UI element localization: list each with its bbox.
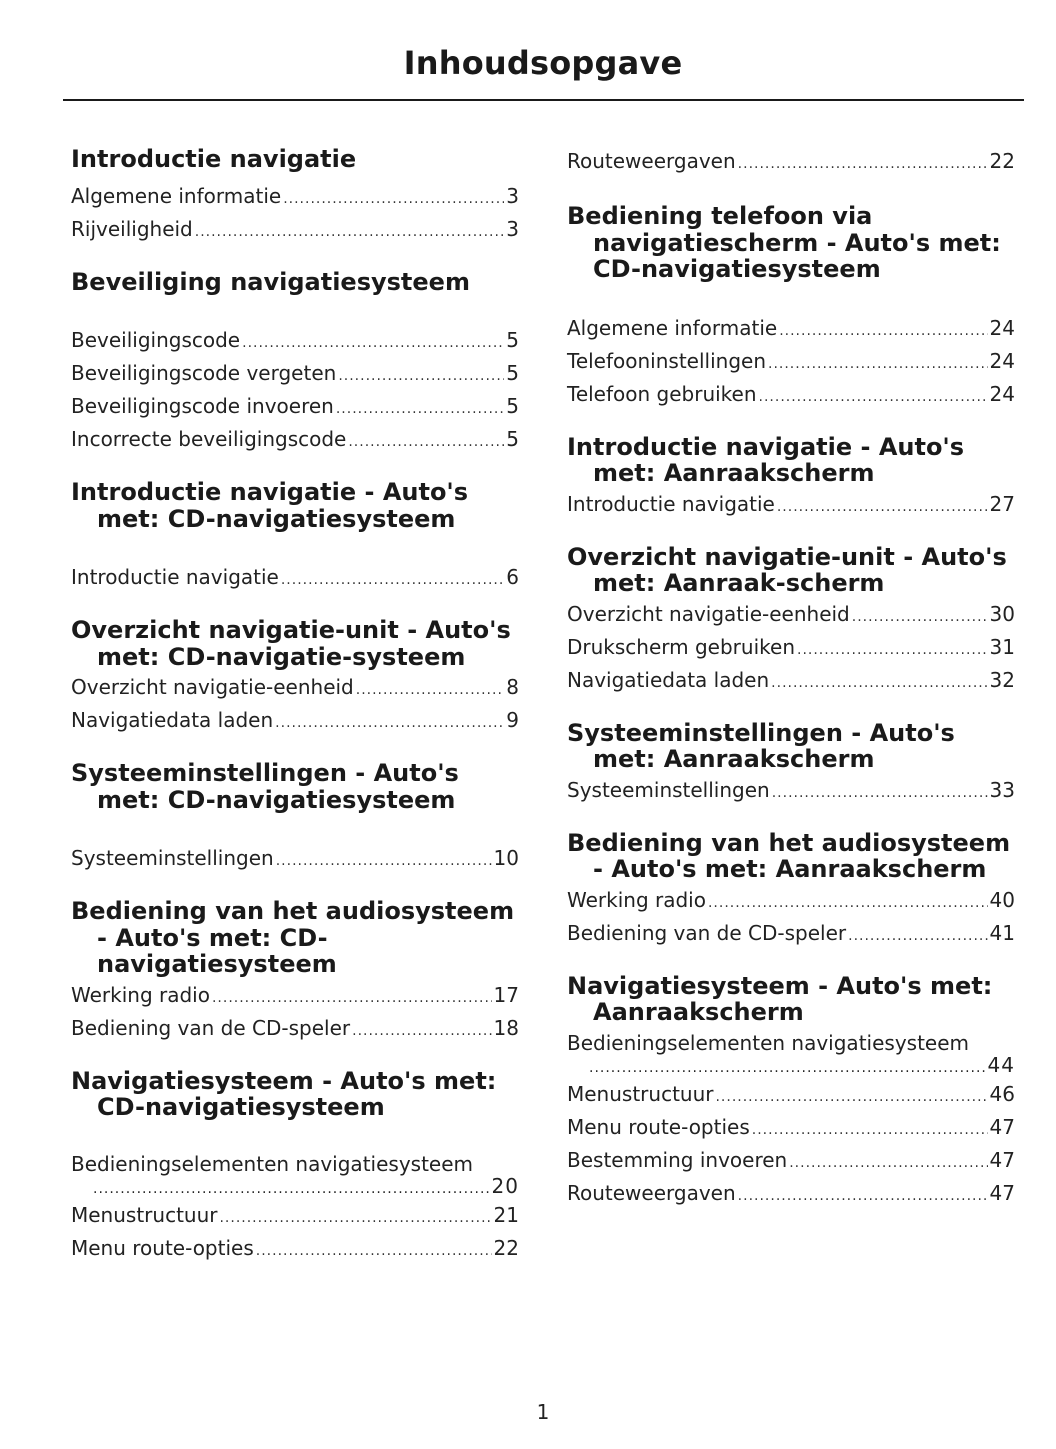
section-title: Navigatiesysteem - Auto's met: Aanraakscherm (567, 971, 993, 1026)
entry-label: Incorrecte beveiligingscode (71, 427, 347, 451)
entry-page: 20 (491, 1173, 519, 1198)
entry-page: 3 (506, 216, 519, 241)
dot-leader (219, 1203, 491, 1233)
entry-page: 47 (989, 1180, 1015, 1205)
entry-label: Beveiligingscode vergeten (71, 361, 337, 385)
entry-label: Introductie navigatie (567, 491, 775, 516)
entry-page: 22 (989, 149, 1015, 173)
dot-leader (336, 394, 504, 424)
toc-entry[interactable] (567, 918, 1015, 951)
entry-label: Rijveiligheid (71, 216, 193, 241)
toc-entry[interactable] (71, 980, 519, 1013)
toc-entry[interactable] (567, 379, 1015, 412)
section-title: Overzicht navigatie-unit - Auto's met: Aanraak-scherm (567, 542, 1007, 597)
dot-leader (852, 602, 988, 632)
dot-leader (759, 382, 988, 412)
dot-leader (212, 983, 492, 1013)
dot-leader (338, 361, 504, 391)
toc-entry[interactable] (567, 1178, 1015, 1211)
entry-page: 44 (987, 1052, 1015, 1077)
entry-page: 33 (989, 777, 1015, 802)
dot-leader (589, 1057, 986, 1079)
dot-leader (768, 349, 988, 379)
entry-label: Bediening van de CD-speler (567, 920, 847, 945)
entry-label: Bediening van de CD-speler (71, 1015, 351, 1040)
entry-label: Algemene informatie (71, 183, 282, 208)
entry-label: Routeweergaven (567, 1180, 736, 1205)
toc-entry[interactable] (567, 1112, 1015, 1145)
toc-entry[interactable] (71, 424, 519, 457)
dot-leader (752, 1115, 988, 1145)
section-title: Introductie navigatie - Auto's met: Aanraakscherm (567, 432, 965, 487)
entry-label: Werking radio (567, 887, 706, 912)
dot-leader (283, 184, 504, 214)
dot-leader (738, 149, 988, 179)
toc-entry[interactable] (567, 489, 1015, 522)
toc-entry[interactable] (71, 214, 519, 247)
entry-label: Menu route-opties (71, 1235, 254, 1260)
entry-label: Beveiligingscode (71, 328, 241, 352)
entry-page: 17 (493, 982, 519, 1007)
entry-page: 46 (989, 1081, 1015, 1106)
entry-page: 32 (989, 667, 1015, 692)
entry-page: 30 (989, 601, 1015, 626)
section-title: Systeeminstellingen - Auto's met: Aanraakscherm (567, 718, 955, 773)
entry-page: 5 (506, 361, 519, 385)
section-title: Systeeminstellingen - Auto's met: CD-navigatiesysteem (71, 759, 459, 814)
toc-entry[interactable] (567, 313, 1015, 346)
entry-label: Systeeminstellingen (71, 846, 274, 870)
section-title: Bediening van het audiosysteem - Auto's met: CD-navigatiesysteem (71, 897, 515, 978)
dot-leader (275, 708, 504, 738)
entry-label: Overzicht navigatie-eenheid (71, 675, 354, 699)
entry-page: 24 (989, 348, 1015, 373)
dot-leader (195, 217, 505, 247)
dot-leader (242, 328, 504, 358)
entry-label: Navigatiedata laden (567, 667, 770, 692)
toc-entry[interactable] (567, 346, 1015, 379)
entry-page: 5 (506, 328, 519, 352)
dot-leader (738, 1181, 988, 1211)
toc-entry[interactable] (567, 632, 1015, 665)
dot-leader (715, 1082, 987, 1112)
entry-page: 21 (493, 1202, 519, 1227)
entry-page: 41 (989, 920, 1015, 945)
entry-label: Werking radio (71, 982, 210, 1007)
dot-leader (93, 1178, 490, 1200)
toc-entry[interactable] (567, 885, 1015, 918)
dot-leader (281, 565, 504, 595)
toc-left-column (71, 146, 519, 1266)
section-title: Navigatiesysteem - Auto's met: CD-navigatiesysteem (71, 1066, 497, 1121)
toc-entry[interactable] (71, 672, 519, 705)
entry-label: Overzicht navigatie-eenheid (567, 601, 850, 626)
entry-page: 10 (493, 846, 519, 870)
section-title: Beveiliging navigatiesysteem (71, 267, 470, 296)
toc-entry[interactable] (567, 775, 1015, 808)
entry-label: Bedieningselementen navigatiesysteem (567, 1030, 970, 1055)
toc-entry[interactable] (71, 562, 519, 595)
toc-entry[interactable] (71, 705, 519, 738)
entry-label: Telefoon gebruiken (567, 381, 757, 406)
entry-label: Algemene informatie (567, 315, 778, 340)
entry-label: Bestemming invoeren (567, 1147, 788, 1172)
entry-label: Menustructuur (567, 1081, 714, 1106)
entry-page: 47 (989, 1114, 1015, 1139)
entry-label: Routeweergaven (567, 149, 736, 173)
toc-right-column (567, 146, 1015, 1211)
dot-leader (848, 921, 987, 951)
section-title: Overzicht navigatie-unit - Auto's met: CD-navigatie-systeem (71, 616, 511, 671)
section-title: Bediening telefoon via navigatiescherm - Auto's met: CD-navigatiesysteem (567, 202, 1001, 283)
entry-page: 3 (506, 183, 519, 208)
entry-page: 18 (493, 1015, 519, 1040)
toc-entry[interactable] (71, 325, 519, 358)
entry-page: 5 (506, 427, 519, 451)
entry-label: Menustructuur (71, 1202, 218, 1227)
entry-label: Navigatiedata laden (71, 708, 274, 732)
entry-page: 9 (506, 708, 519, 732)
dot-leader (771, 668, 987, 698)
toc-entry[interactable] (71, 1200, 519, 1233)
page-number: 1 (536, 1400, 550, 1424)
section-title: Introductie navigatie - Auto's met: CD-navigatiesysteem (71, 478, 469, 533)
entry-label: Bedieningselementen navigatiesysteem (71, 1151, 474, 1176)
entry-page: 31 (989, 634, 1015, 659)
entry-label: Telefooninstellingen (567, 348, 766, 373)
dot-leader (348, 427, 504, 457)
toc-entry[interactable] (71, 1153, 519, 1200)
toc-entry[interactable] (71, 358, 519, 391)
entry-page: 27 (989, 491, 1015, 516)
toc-entry[interactable] (567, 146, 1015, 179)
toc-entry[interactable] (71, 181, 519, 214)
toc-entry[interactable] (567, 599, 1015, 632)
toc-entry[interactable] (567, 1032, 1015, 1079)
toc-entry[interactable] (567, 665, 1015, 698)
dot-leader (789, 1148, 987, 1178)
entry-page: 24 (989, 315, 1015, 340)
dot-leader (797, 635, 988, 665)
dot-leader (779, 316, 987, 346)
entry-label: Menu route-opties (567, 1114, 750, 1139)
dot-leader (276, 846, 492, 876)
toc-entry[interactable] (71, 1233, 519, 1266)
dot-leader (352, 1016, 491, 1046)
entry-page: 40 (989, 887, 1015, 912)
dot-leader (356, 675, 505, 705)
entry-label: Introductie navigatie (71, 565, 279, 589)
title-divider (63, 99, 1024, 101)
dot-leader (708, 888, 988, 918)
entry-label: Systeeminstellingen (567, 777, 770, 802)
entry-label: Drukscherm gebruiken (567, 634, 795, 659)
section-title: Introductie navigatie (71, 145, 357, 173)
dot-leader (256, 1236, 492, 1266)
entry-page: 24 (989, 381, 1015, 406)
toc-entry[interactable] (567, 1145, 1015, 1178)
toc-entry[interactable] (71, 391, 519, 424)
page-title: Inhoudsopgave (403, 44, 683, 82)
entry-page: 8 (506, 675, 519, 699)
entry-page: 6 (506, 565, 519, 589)
entry-label: Beveiligingscode invoeren (71, 394, 334, 418)
toc-entry[interactable] (567, 1079, 1015, 1112)
entry-page: 47 (989, 1147, 1015, 1172)
section-title: Bediening van het audiosysteem - Auto's met: Aanraakscherm (567, 828, 1011, 883)
entry-page: 5 (506, 394, 519, 418)
dot-leader (772, 778, 988, 808)
toc-entry[interactable] (71, 843, 519, 876)
entry-page: 22 (493, 1235, 519, 1260)
toc-entry[interactable] (71, 1013, 519, 1046)
dot-leader (777, 492, 988, 522)
